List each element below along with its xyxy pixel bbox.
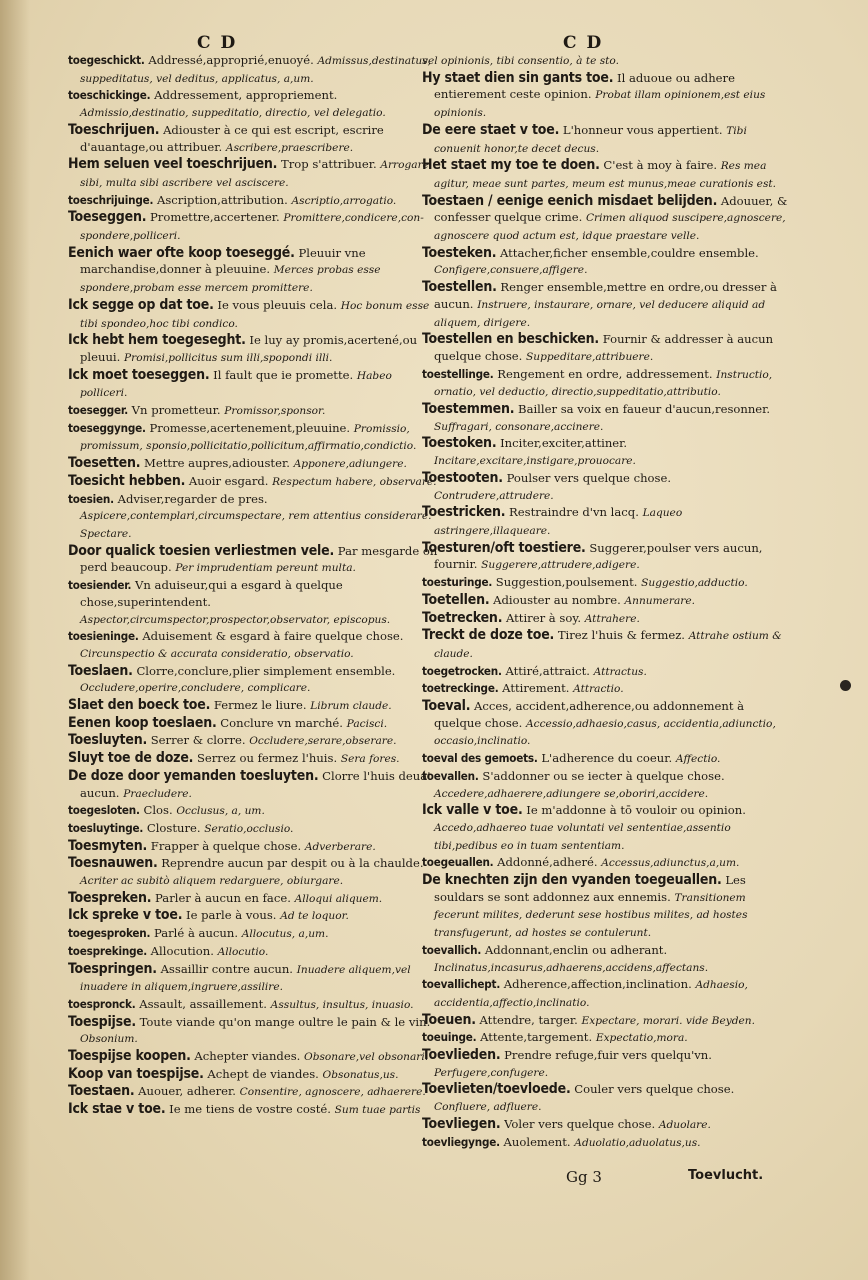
entry-french: Tirez l'huis & fermez. <box>557 628 685 643</box>
entry-headword: Toevlieden. <box>422 1047 501 1064</box>
dictionary-entry <box>68 715 440 733</box>
dictionary-entry <box>422 872 794 942</box>
dictionary-entry <box>422 942 794 976</box>
entry-latin: Promisi,pollicitus sum illi,spopondi illi. <box>124 351 333 364</box>
entry-headword: De eere staet v toe. <box>422 121 560 138</box>
entry-french: Auolement. <box>503 1134 571 1149</box>
dictionary-entry <box>422 1029 794 1047</box>
entry-headword: Treckt de doze toe. <box>422 627 555 644</box>
entry-french: L'honneur vous appertient. <box>562 122 723 137</box>
dictionary-entry <box>68 697 440 715</box>
dictionary-entry <box>68 122 440 156</box>
dictionary-entry <box>68 855 440 889</box>
entry-french: Inciter,exciter,attiner. <box>500 436 628 451</box>
entry-latin: Allocutus, a,um. <box>241 928 329 941</box>
entry-latin: Inclinatus,incasurus,adhaerens,accidens,affectans. <box>434 961 709 974</box>
entry-french: Addressement, appropriement. <box>154 88 338 103</box>
entry-headword: Toetrecken. <box>422 609 503 626</box>
entry-latin: Pacisci. <box>346 717 388 730</box>
entry-headword: toevliegynge. <box>422 1134 500 1149</box>
dictionary-entry <box>68 890 440 908</box>
entry-latin: Laqueo astringere,illaqueare. <box>434 507 683 537</box>
entry-french: Adouuer, & confesser quelque crime. <box>434 193 788 225</box>
entry-headword: Toeseggen. <box>68 209 147 226</box>
entry-headword: Ick stae v toe. <box>68 1101 166 1118</box>
entry-french: Suggerer,poulser vers aucun, fournir. <box>434 540 763 572</box>
entry-headword: toeschickinge. <box>68 88 151 103</box>
entry-headword: toesien. <box>68 491 114 506</box>
entry-french: Toute viande qu'on mange oultre le pain & le vin. <box>139 1014 431 1029</box>
entry-french: Ie luy ay promis,acertené,ou pleuui. <box>80 333 418 364</box>
entry-latin: Adverberare. <box>304 840 376 853</box>
dictionary-entry <box>68 628 440 662</box>
paper-hole <box>840 680 851 691</box>
entry-headword: toegetrocken. <box>422 663 502 678</box>
entry-latin: Attractus. <box>593 665 647 678</box>
entry-latin: Aspector,circumspector,prospector,observator, episcopus. <box>80 613 391 626</box>
entry-french: Clos. <box>143 803 173 818</box>
entry-latin: Obsonare,vel obsonari. <box>304 1051 429 1064</box>
entry-latin: Affectio. <box>675 753 721 766</box>
entry-french: L'adherence du coeur. <box>541 751 673 766</box>
entry-french: C'est à moy à faire. <box>603 158 718 173</box>
dictionary-entry <box>68 996 440 1014</box>
dictionary-entry <box>422 1081 794 1115</box>
entry-latin: Aduolare. <box>658 1118 711 1131</box>
dictionary-entry <box>422 52 794 70</box>
dictionary-entry <box>68 838 440 856</box>
entry-latin: Adhaesio, accidentia,affectio,inclinatio. <box>434 979 748 1009</box>
dictionary-entry <box>422 592 794 610</box>
entry-latin: Apponere,adiungere. <box>293 458 407 471</box>
dictionary-entry <box>422 610 794 628</box>
entry-headword: Toestricken. <box>422 504 506 521</box>
dictionary-entry <box>422 1047 794 1081</box>
dictionary-entry <box>68 192 440 210</box>
entry-french: Addressé,approprié,enuoyé. <box>148 53 314 67</box>
entry-french: Ie parle à vous. <box>186 908 277 923</box>
entry-latin: Attrahere. <box>584 612 640 625</box>
entry-french: Suggestion,poulsement. <box>495 575 638 590</box>
entry-latin: Expectare, morari. vide Beyden. <box>581 1014 755 1027</box>
entry-latin: Annumerare. <box>624 594 695 607</box>
entry-headword: Toeslaen. <box>68 662 133 679</box>
entry-headword: Toesluyten. <box>68 732 148 749</box>
entry-french: Serrer & clorre. <box>150 733 246 748</box>
dictionary-entry <box>422 435 794 469</box>
running-head-right: C D <box>563 33 604 53</box>
entry-french: Il fault que ie promette. <box>213 367 354 382</box>
entry-headword: De knechten zijn den vyanden toegeuallen. <box>422 872 722 889</box>
dictionary-entry <box>68 732 440 750</box>
entry-french: Attente,targement. <box>480 1030 593 1045</box>
entry-latin: Attractio. <box>573 683 624 696</box>
entry-latin: Promittere,condicere,con-spondere,polliceri. <box>80 212 424 243</box>
dictionary-entry <box>422 540 794 574</box>
entry-headword: toevallichept. <box>422 977 501 992</box>
entry-headword: Toestooten. <box>422 469 503 486</box>
entry-latin: Instructio, ornatio, vel deductio, directio,suppeditatio,attributio. <box>434 368 773 399</box>
dictionary-entry <box>422 245 794 279</box>
entry-headword: Toespijse koopen. <box>68 1048 191 1065</box>
entry-headword: toegesproken. <box>68 926 151 941</box>
entry-french: Achept de viandes. <box>207 1066 319 1081</box>
entry-latin: Incitare,excitare,instigare,prouocare. <box>434 455 636 468</box>
entry-headword: Toesetten. <box>68 455 141 472</box>
entry-latin: Acriter ac subitò aliquem redarguere, obiurgare. <box>80 875 344 888</box>
entry-headword: De doze door yemanden toesluyten. <box>68 767 319 784</box>
dictionary-entry <box>68 87 440 121</box>
entry-latin: Ascriptio,arrogatio. <box>291 194 397 207</box>
entry-headword: Ick spreke v toe. <box>68 907 183 924</box>
entry-french: Parlé à aucun. <box>153 926 239 941</box>
entry-latin: Inuadere aliquem,vel inuadere in aliquem,ingruere,assilire. <box>80 963 411 994</box>
entry-french: Ie me tiens de vostre costé. <box>169 1102 331 1117</box>
entry-french: Il aduoue ou adhere entierement ceste opinion. <box>434 70 735 102</box>
entry-french: Adiouster à ce qui est escript, escrire d'auantage,ou attribuer. <box>80 122 384 154</box>
entry-latin: Instruere, instaurare, ornare, vel deducere aliquid ad aliquem, dirigere. <box>434 298 766 329</box>
entry-french: Voler vers quelque chose. <box>504 1116 656 1131</box>
entry-latin: Per imprudentiam pereunt multa. <box>175 562 356 575</box>
dictionary-entry <box>422 122 794 157</box>
dictionary-entry <box>422 1134 794 1152</box>
entry-french: Addonné,adheré. <box>497 855 598 870</box>
dictionary-entry <box>422 470 794 504</box>
dictionary-entry <box>422 627 794 662</box>
entry-latin: Allocutio. <box>217 945 269 958</box>
entry-french: Attirer à soy. <box>505 610 582 625</box>
dictionary-entry <box>68 367 440 402</box>
gutter-shadow <box>0 0 30 1280</box>
dictionary-entry <box>68 907 440 925</box>
entry-headword: toegesloten. <box>68 803 140 818</box>
entry-headword: toestellinge. <box>422 366 494 381</box>
entry-latin: Ad te loquor. <box>280 910 349 923</box>
entry-headword: toesiender. <box>68 578 132 593</box>
entry-latin: Suppeditare,attribuere. <box>526 350 654 363</box>
entry-french: Addonnant,enclin ou adherant. <box>484 942 668 957</box>
entry-latin: Accedo,adhaereo tuae voluntati vel sententiae,assentio tibi,pedibus eo in tuam sententiam. <box>434 821 731 852</box>
entry-latin: Transitionem fecerunt milites, dederunt sese hostibus milites, ad hostes transfugerunt, ad hostes se contulerunt. <box>434 891 748 940</box>
dictionary-entry <box>422 854 794 872</box>
entry-latin: Admissio,destinatio, suppeditatio, directio, vel delegatio. <box>80 107 386 120</box>
entry-headword: Slaet den boeck toe. <box>68 697 211 714</box>
entry-latin: Suffragari, consonare,accinere. <box>434 420 604 433</box>
dictionary-entry <box>68 961 440 996</box>
catchword: Toevlucht. <box>688 1168 764 1183</box>
signature-mark: Gg 3 <box>566 1168 602 1186</box>
entry-headword: Toesicht hebben. <box>68 472 186 489</box>
entry-latin: Ascribere,praescribere. <box>225 141 354 154</box>
entry-french: Auouer, adherer. <box>138 1084 236 1099</box>
entry-french: Acces, accident,adherence,ou addonnement à quelque chose. <box>434 699 745 730</box>
entry-latin: Sera fores. <box>340 753 400 766</box>
entry-latin: Alloqui aliquem. <box>294 892 383 905</box>
entry-headword: toevallen. <box>422 768 479 783</box>
dictionary-entry <box>68 156 440 191</box>
dictionary-entry <box>68 1066 440 1084</box>
entry-headword: Sluyt toe de doze. <box>68 750 194 767</box>
entry-latin: Probat illam opinionem,est eius opinionis. <box>434 89 766 120</box>
dictionary-entry <box>68 245 440 297</box>
entry-french: Mettre aupres,adiouster. <box>144 456 290 471</box>
dictionary-entry <box>422 663 794 681</box>
entry-french: Ascription,attribution. <box>156 192 288 207</box>
entry-french: Restraindre d'vn lacq. <box>509 505 639 520</box>
entry-headword: Toeschrijuen. <box>68 121 160 138</box>
entry-headword: toetreckinge. <box>422 681 499 696</box>
entry-french: Attacher,ficher ensemble,couldre ensemble. <box>499 245 759 260</box>
entry-headword: toeval des gemoets. <box>422 751 538 766</box>
entry-french: Assaillir contre aucun. <box>160 961 293 976</box>
entry-headword: Eenen koop toeslaen. <box>68 714 217 731</box>
dictionary-entry <box>68 943 440 961</box>
entry-headword: toespronck. <box>68 996 136 1011</box>
entry-headword: toevallich. <box>422 942 482 957</box>
entry-french: Clorre l'huis deuát aucun. <box>80 768 432 800</box>
entry-latin: Hoc bonum esse tibi spondeo,hoc tibi condico. <box>80 299 430 330</box>
entry-french: Pleuuir vne marchandise,donner à pleuuine. <box>80 245 366 277</box>
right-column <box>422 52 794 1151</box>
entry-latin: Sum tuae partis <box>334 1104 421 1117</box>
entry-latin: Promissor,sponsor. <box>224 405 326 418</box>
entry-french: Attiré,attraict. <box>505 663 590 678</box>
entry-french: Vn aduiseur,qui a esgard à quelque chose,superintendent. <box>80 578 343 609</box>
entry-headword: toesegger. <box>68 403 128 418</box>
dictionary-entry <box>68 1048 440 1066</box>
entry-french: Couler vers quelque chose. <box>574 1082 735 1097</box>
dictionary-entry <box>422 750 794 768</box>
entry-latin: Accedere,adhaerere,adiungere se,oboriri,accidere. <box>434 787 709 800</box>
dictionary-entry <box>422 768 794 802</box>
entry-headword: toeschrijuinge. <box>68 192 154 207</box>
entry-latin: Obsonium. <box>80 1033 138 1046</box>
entry-headword: Door qualick toesien verliestmen vele. <box>68 542 335 559</box>
dictionary-entry <box>422 1116 794 1134</box>
dictionary-entry <box>422 401 794 435</box>
entry-latin: Accessio,adhaesio,casus, accidentia,adiunctio, occasio,inclinatio. <box>434 717 776 748</box>
dictionary-entry <box>422 366 794 401</box>
dictionary-entry <box>422 504 794 539</box>
dictionary-entry <box>422 1012 794 1030</box>
entry-latin: Seratio,occlusio. <box>204 822 294 835</box>
entry-latin: Consentire, agnoscere, adhaerere. <box>239 1086 426 1099</box>
entry-latin: Merces probas esse spondere,probam esse mercem promittere. <box>80 264 381 295</box>
entry-latin: Contrudere,attrudere. <box>434 489 554 502</box>
dictionary-entry <box>422 193 794 245</box>
entry-latin: Suggerere,attrudere,adigere. <box>481 559 640 572</box>
entry-headword: toesprekinge. <box>68 943 147 958</box>
entry-latin: Confluere, adfluere. <box>434 1101 542 1114</box>
dictionary-entry <box>422 680 794 698</box>
entry-headword: Eenich waer ofte koop toeseggé. <box>68 244 295 261</box>
entry-headword: toesluytinge. <box>68 820 144 835</box>
entry-french: Achepter viandes. <box>194 1049 301 1064</box>
entry-french: Par mesgarde on perd beaucoup. <box>80 543 438 575</box>
entry-latin: Occludere,operire,concludere, complicare. <box>80 682 311 695</box>
entry-latin: Habeo polliceri. <box>80 369 392 400</box>
dictionary-entry <box>68 1101 440 1119</box>
entry-headword: Toeuen. <box>422 1011 476 1028</box>
dictionary-entry <box>68 420 440 455</box>
entry-headword: Toevlieten/toevloede. <box>422 1081 571 1098</box>
dictionary-entry <box>68 209 440 244</box>
entry-french: Conclure vn marché. <box>220 715 343 730</box>
entry-french: Serrez ou fermez l'huis. <box>196 751 338 766</box>
entry-latin: Perfugere,confugere. <box>434 1066 549 1079</box>
entry-headword: Toestaen. <box>68 1083 135 1100</box>
dictionary-entry <box>68 1083 440 1101</box>
dictionary-entry <box>68 925 440 943</box>
dictionary-entry <box>422 802 794 854</box>
entry-latin: Expectatio,mora. <box>595 1032 688 1045</box>
entry-latin: Arrogare sibi, multa sibi ascribere vel asciscere. <box>80 159 429 189</box>
entry-french: Fournir & addresser à aucun quelque chose. <box>434 332 774 363</box>
entry-french: Trop s'attribuer. <box>280 157 377 172</box>
entry-french: Attirement. <box>502 681 570 696</box>
entry-headword: Ick moet toeseggen. <box>68 366 210 383</box>
dictionary-entry <box>422 976 794 1011</box>
entry-french: Allocution. <box>150 943 214 958</box>
entry-latin: Res mea agitur, meae sunt partes, meum est munus,meae curationis est. <box>434 160 777 190</box>
entry-french: Ie m'addonne à tō vouloir ou opinion. <box>526 803 746 818</box>
entry-headword: Toevliegen. <box>422 1115 501 1132</box>
entry-headword: Het staet my toe te doen. <box>422 157 600 174</box>
entry-latin: Attrahe ostium & claude. <box>434 630 782 660</box>
entry-french: Prendre refuge,fuir vers quelqu'vn. <box>504 1048 712 1063</box>
entry-headword: Ick hebt hem toegeseght. <box>68 332 246 349</box>
entry-latin: Circunspectio & accurata consideratio, observatio. <box>80 647 354 660</box>
dictionary-entry <box>422 698 794 750</box>
entry-headword: Toespringen. <box>68 960 157 977</box>
entry-latin: Crimen aliquod suscipere,agnoscere, agnoscere quod actum est, idque praestare velle. <box>434 212 786 243</box>
entry-latin: Promissio, promissum, sponsio,pollicitatio,pollicitum,affirmatio,condictio. <box>80 422 417 453</box>
dictionary-entry <box>422 70 794 122</box>
entry-french: Assault, assaillement. <box>139 996 267 1011</box>
entry-headword: Toesteken. <box>422 244 497 261</box>
entry-latin: Suggestio,adductio. <box>641 577 748 590</box>
entry-headword: Toesmyten. <box>68 837 148 854</box>
entry-headword: Hy staet dien sin gants toe. <box>422 69 614 86</box>
dictionary-entry <box>68 577 440 628</box>
entry-french: Renger ensemble,mettre en ordre,ou dresser à aucun. <box>434 280 777 311</box>
running-head-left: C D <box>197 33 238 53</box>
entry-headword: Toestellen en beschicken. <box>422 331 599 348</box>
dictionary-entry <box>68 491 440 543</box>
entry-latin: Librum claude. <box>310 700 392 713</box>
entry-headword: toegeuallen. <box>422 855 494 870</box>
dictionary-entry <box>422 331 794 365</box>
dictionary-entry <box>68 402 440 420</box>
entry-headword: Toestaen / eenige eenich misdaet belijden. <box>422 192 718 209</box>
dictionary-entry <box>422 574 794 592</box>
entry-headword: Toestellen. <box>422 279 497 296</box>
dictionary-entry <box>422 279 794 331</box>
entry-headword: Toesnauwen. <box>68 855 158 872</box>
entry-french: Vn prometteur. <box>131 403 221 418</box>
dictionary-entry <box>68 820 440 838</box>
entry-french: Adiouster au nombre. <box>493 592 621 607</box>
entry-headword: Toestemmen. <box>422 401 515 418</box>
dictionary-entry <box>68 473 440 491</box>
entry-headword: Toetellen. <box>422 591 490 608</box>
entry-headword: Toespreken. <box>68 889 152 906</box>
entry-french: Clorre,conclure,plier simplement ensemble. <box>136 663 396 678</box>
entry-latin: Configere,consuere,affigere. <box>434 264 588 277</box>
entry-headword: Ick segge op dat toe. <box>68 296 214 313</box>
entry-french: Adviser,regarder de pres. <box>117 491 268 506</box>
entry-headword: Toeval. <box>422 698 471 715</box>
dictionary-entry <box>68 297 440 332</box>
entry-latin: Obsonatus,us. <box>322 1068 399 1081</box>
dictionary-entry <box>68 52 440 87</box>
dictionary-entry <box>68 332 440 366</box>
dictionary-entry <box>68 1014 440 1048</box>
entry-french: Parler à aucun en face. <box>155 890 291 905</box>
entry-french: S'addonner ou se iecter à quelque chose. <box>482 768 725 783</box>
entry-latin: Aspicere,contemplari,circumspectare, rem attentius considerare. Spectare. <box>80 510 432 540</box>
entry-latin: Assultus, insultus, inuasio. <box>270 998 414 1011</box>
entry-headword: Ick valle v toe. <box>422 802 523 819</box>
left-column <box>68 52 440 1119</box>
entry-headword: Koop van toespijse. <box>68 1065 204 1082</box>
entry-latin: vel opinionis, tibi consentio, à te sto. <box>422 55 619 67</box>
entry-latin: Praecludere. <box>123 787 192 800</box>
dictionary-entry <box>68 802 440 820</box>
entry-headword: toesturinge. <box>422 575 493 590</box>
entry-headword: toeuinge. <box>422 1030 477 1045</box>
entry-headword: Toestoken. <box>422 435 497 452</box>
entry-french: Attendre, targer. <box>479 1012 578 1027</box>
entry-french: Bailler sa voix en faueur d'aucun,resonner. <box>518 402 771 417</box>
dictionary-entry <box>422 157 794 192</box>
dictionary-entry <box>68 663 440 697</box>
entry-headword: toesieninge. <box>68 629 139 644</box>
entry-headword: Toespijse. <box>68 1013 136 1030</box>
entry-french: Aduisement & esgard à faire quelque chose. <box>142 629 404 644</box>
entry-latin: Respectum habere, observare. <box>272 475 437 488</box>
entry-french: Ie vous pleuuis cela. <box>217 297 338 312</box>
entry-latin: Accessus,adiunctus,a,um. <box>601 857 740 870</box>
entry-headword: Toesturen/oft toestiere. <box>422 539 586 556</box>
entry-french: Promesse,acertenement,pleuuine. <box>149 420 351 435</box>
entry-french: Rengement en ordre, addressement. <box>497 366 713 381</box>
entry-french: Fermez le liure. <box>213 698 307 713</box>
dictionary-entry <box>68 455 440 473</box>
entry-latin: Occlusus, a, um. <box>176 805 265 818</box>
entry-latin: Aduolatio,aduolatus,us. <box>574 1136 701 1149</box>
entry-french: Poulser vers quelque chose. <box>506 470 672 485</box>
entry-french: Les souldars se sont addonnez aux ennemis. <box>434 873 746 904</box>
entry-latin: Tibi conuenit honor,te decet decus. <box>434 124 747 155</box>
entry-headword: Hem seluen veel toeschrijuen. <box>68 156 278 173</box>
entry-french: Closture. <box>146 820 201 835</box>
entry-french: Frapper à quelque chose. <box>150 838 302 853</box>
entry-headword: toegeschickt. <box>68 53 145 67</box>
dictionary-entry <box>68 768 440 802</box>
entry-latin: Occludere,serare,obserare. <box>249 735 397 748</box>
entry-french: Reprendre aucun par despit ou à la chaulde. <box>161 856 424 871</box>
entry-french: Promettre,accertener. <box>150 210 280 225</box>
entry-french: Adherence,affection,inclination. <box>503 977 692 992</box>
dictionary-entry <box>68 750 440 768</box>
dictionary-entry <box>68 543 440 577</box>
entry-headword: toeseggynge. <box>68 420 146 435</box>
entry-latin: Admissus,destinatus, suppeditatus, vel deditus, applicatus, a,um. <box>80 55 431 85</box>
entry-french: Auoir esgard. <box>188 473 269 488</box>
